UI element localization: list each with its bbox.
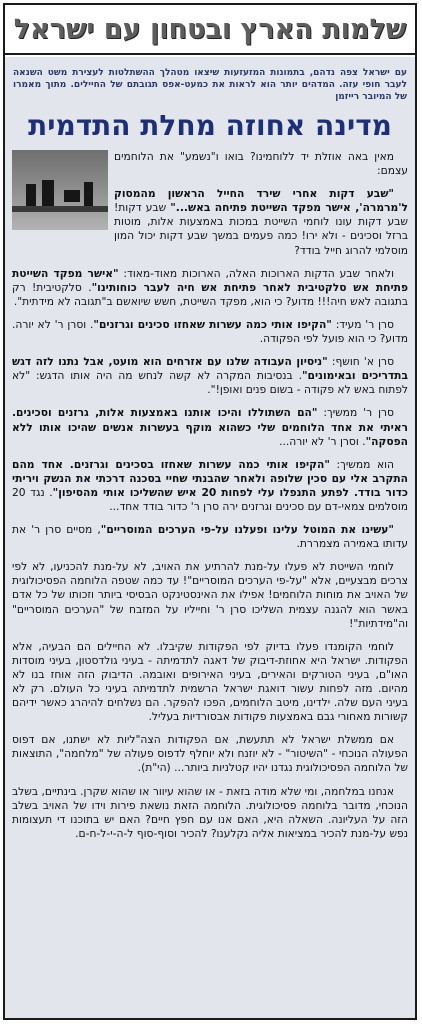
paragraph-text: . בנסיבות המקרה לא קשה לנחש מה היה אותו הדגש: "לא לפתוח באש לא פקודה - בשום פנים ואופן!". (12, 369, 408, 397)
article-paragraphs (12, 150, 408, 841)
paragraph-text: שבע דקות! שבע דקות עונו לוחמי השייטת במכות באמצעות אלות, מוטות ברזל וסכינים - ולא ירו! כמה פעמים במשך שבע דקות יכול המון מוסלמי להרוג חייל בודד? (114, 201, 408, 257)
article-intro: עם ישראל צפה נדהם, בתמונות המזעזעות שיצאו מטהלך ההשתלטות לעצירת משט השנאה לעבר חופי עזה. המדהים יותר הוא לראות את כמעט-אפס תגובתם של החיילים. מתוך מאמרו של המיובר רייזמן (13, 68, 407, 102)
paragraph-text: . סלקטיבית! רק בתגובה לאש חיה!!! מדוע? כי הוא, מפקד השייטת, חשש שיואשם ב"תגובה לא מידתית". (12, 280, 408, 308)
article-frame (3, 3, 417, 1020)
article-photo (12, 150, 108, 230)
article-paragraph (12, 640, 408, 725)
article-paragraph (12, 355, 408, 397)
quote-text: "ניסיון העבודה שלנו עם אזרחים הוא מועט, אבל נתנו לזה דגש בתדריכים ובאימונים" (12, 355, 408, 383)
paragraph-text: . וסרן ר' לא יורה... (279, 434, 366, 448)
banner (5, 5, 415, 55)
article-paragraph (12, 523, 408, 551)
paragraph-text: אם ממשלת ישראל לא תתעשת, אם הפקודות הצה"ליות לא ישתנו, אם דפוס הפעולה הנוכחי - "השיטור" - לא יוזנח ולא יוחלף לדפוס פעולה של "מלחמה", התוצאות של הלוחמה הפסיכולוגית נגדנו יהיו קטלניות ביותר... (הי"ת). (12, 733, 408, 775)
paragraph-text: הוא ממשיך: (329, 457, 394, 471)
paragraph-text: מאין באה אוזלת יד ללוחמינו? בואו ו"נשמע" את הלוחמים עצמם: (114, 150, 408, 178)
paragraph-text: לוחמי הקומנדו פעלו בדיוק לפי הפקודות שקיבלו. לא החיילים הם הבעיה, אלא הפקודות. ישראל היא אחוזת-דיבוק של דאגה לתדמיתה - בעיני גולדסטון, בעיני מוסדות האו"ם, בעיני הטורקים והאירים, בעיני האירופים ואובמה. הדיבוק הזה אוחז בנו לא מהיום. מזה לפחות עשור דואגת ישראל הרשמית לתדמיתה בעיני כל העולם. רק לא בעיני העם שלה. ילדינו, מיטב הלוחמים, הפכו להפקר. הם נשלחים להיהרג כאשר ידיהם קשורות מאחורי גבם באמצעות פקודות אבסורדיות בעליל. (12, 639, 408, 724)
article-paragraph (12, 267, 408, 309)
article-paragraph (12, 458, 408, 514)
quote-text: "הם השתוללו והיכו אותנו באמצעות אלות, גרזנים וסכינים. ראיתי את אחד הלוחמים שלי כשהוא מוקף בעשרות אנשים שהיכו אותו ללא הפסקה" (12, 406, 408, 448)
paragraph-text: , מסיים סרן ר' את עדותו באמירה מצמררת. (12, 523, 408, 551)
article-body (5, 150, 415, 841)
article-panel (5, 57, 415, 1018)
article-paragraph (12, 733, 408, 775)
paragraph-text: . וסרן ר' לא יורה. מדוע? כי הוא פועל לפי הפקודה. (12, 317, 408, 346)
banner-title: שלמות הארץ ובטחון עם ישראל (13, 13, 407, 45)
article-paragraph (12, 406, 408, 448)
paragraph-text: אנחנו במלחמה, ומי שלא מודה בזאת - או שהוא עיוור או שהוא שקרן. בינתיים, בשלב הנוכחי, מדובר בלוחמה פסיכולוגית. הלוחמה הזאת נושאת פירות וידו של האויב בשלב הזה על העליונה. השאלה היא, האם אנו עם חפץ חיים? האם יש בתוכנו די תעצומות נפש על-מנת להכיר במציאות אליה נקלענו? להכיר וסוף-סוף ל-ה-י-ל-ח-ם. (12, 784, 408, 840)
paragraph-text: סרן ר' ממשיך: (317, 406, 394, 420)
article-paragraph (12, 785, 408, 841)
article-paragraph (12, 560, 408, 630)
paragraph-text: לוחמי השייטת לא פעלו על-מנת להרתיע את האויב, לא על-מנת להכניעו, לא לפי צרכים מבצעיים, אלא "על-פי הערכים המוסריים"! עד כמה שטפה הלוחמה הפסיכולוגית של האויב את מוחות הלוחמים! אפילו את האינסטינקט הבסיסי ביותר וזכותו של כל אדם באשר הוא להגנה עצמית השליכו סרן ר' וחייליו על המזבח של "הערכים המוסריים" וה"מידתיות"! (12, 560, 408, 630)
quote-text: "אישר מפקד השייטת פתיחת אש סלקטיבית לאחר פתיחת אש חיה לעבר כוחותינו" (12, 266, 408, 294)
quote-text: "הקיפו אותי כמה עשרות שאחזו סכינים וגרזנים" (93, 317, 332, 331)
quote-text: "עשינו את המוטל עלינו ופעלנו על-פי הערכים המוסריים" (100, 523, 394, 537)
quote-text: "שבע דקות אחרי שירד החייל הראשון מהמסוק ל'מרמרה', אישר מפקד השייטת פתיחה באש..." (114, 187, 408, 215)
quote-text: "הקיפו אותי כמה עשרות שאחזו בסכינים וגרזנים. אחד מהם התקרב אלי עם סכין שלופה ולאחר שהבנתי שחיי בסכנה דרכתי את הנשק ויריתי כדור בודד. לפתע התנפלו עלי לפחות 20 איש שהשליכו אותי מהסיפון" (12, 457, 408, 499)
article-paragraph (12, 318, 408, 346)
paragraph-text: . נגד 20 מוסלמים צמאי-דם עם סכינים וגרזנים ירה סרן ר' כדור בודד אחד... (12, 485, 408, 513)
paragraph-text: ולאחר שבע הדקות הארוכות האלה, הארוכות מאוד-מאוד: (118, 266, 394, 280)
article-headline: מדינה אחוזה מחלת התדמית (28, 109, 392, 142)
paragraph-text: סרן ר' מעיד: (331, 317, 394, 331)
paragraph-text: סרן א' חושף: (327, 355, 395, 369)
